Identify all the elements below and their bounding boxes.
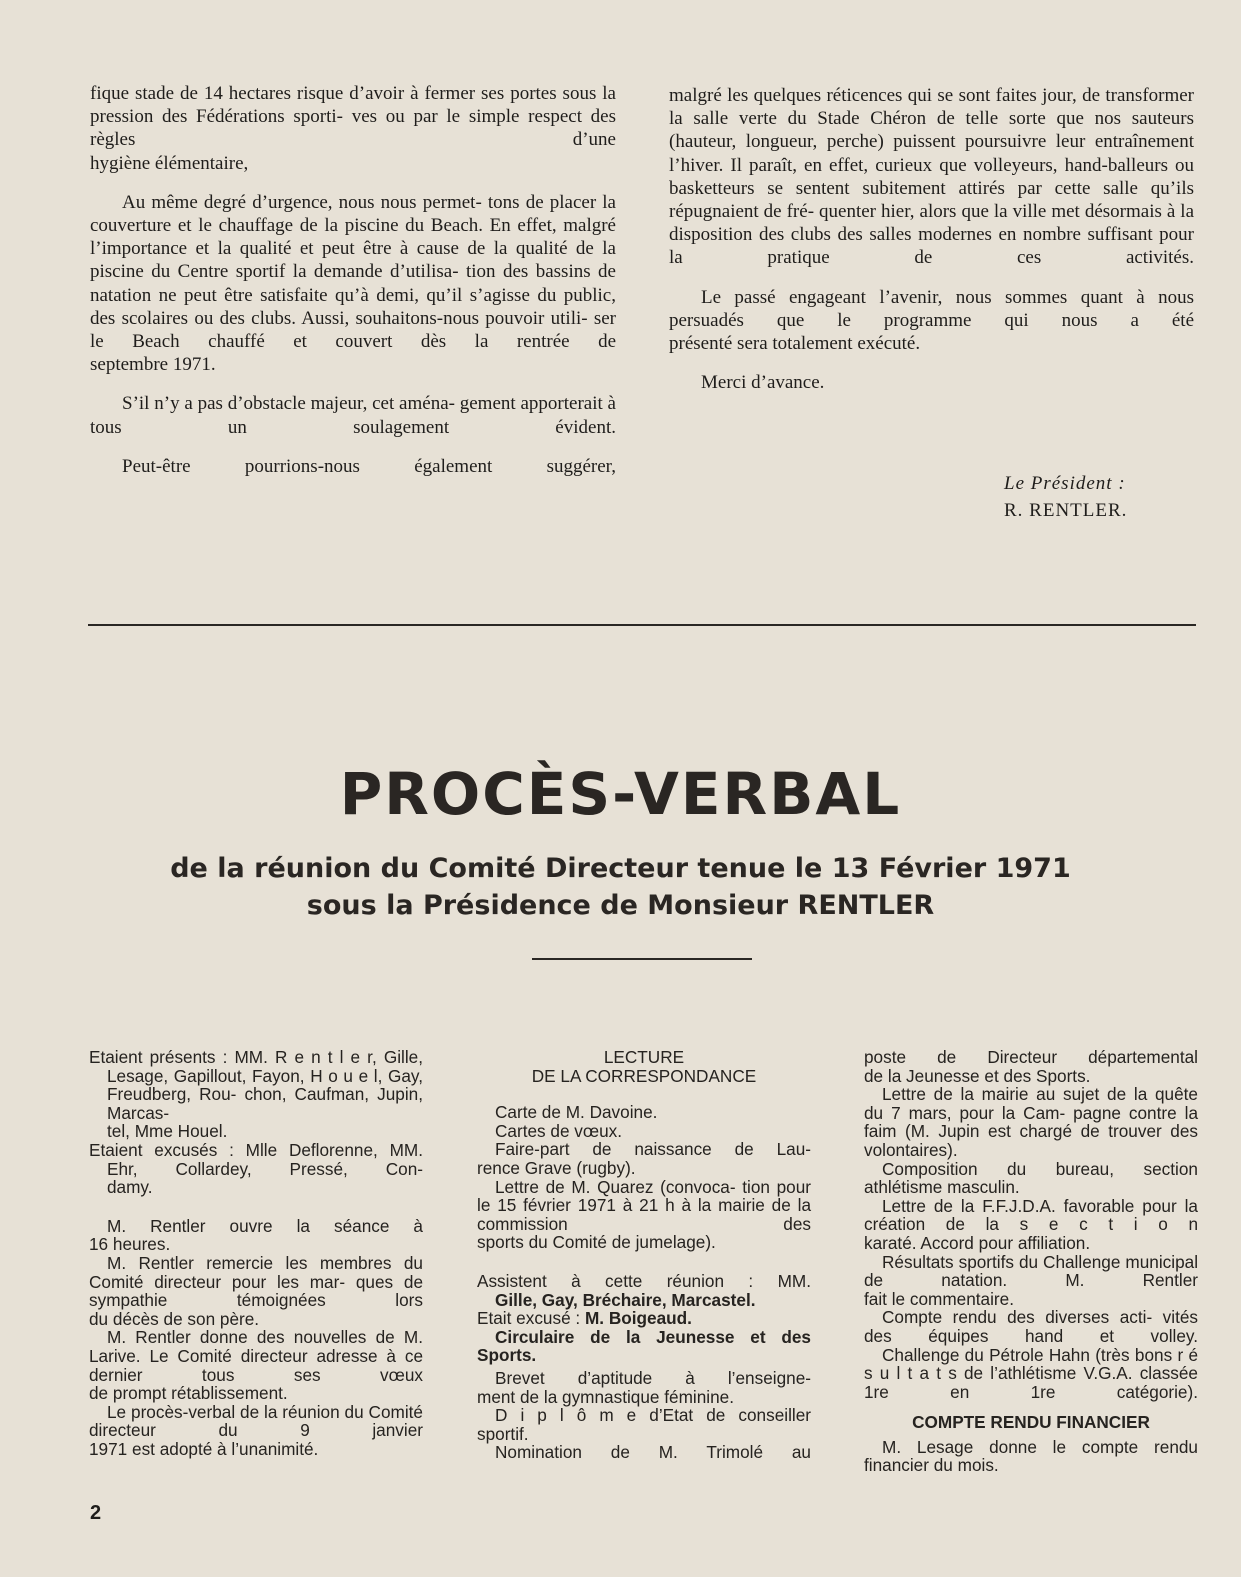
top-left-column [90,82,616,478]
paragraph: de la Jeunesse et des Sports. [864,1065,1091,1086]
list-item: Cartes de vœux. [495,1120,623,1141]
paragraph: M. Rentler remercie les membres du Comité directeur pour les mar- ques de sympathie témoignées lors [89,1252,423,1311]
paragraph: septembre 1971. [90,354,216,376]
signature [1004,470,1127,524]
paragraph: Faire-part de naissance de Lau- [495,1139,811,1160]
page-number: 2 [90,1502,102,1524]
subtitle-line: sous la Présidence de Monsieur RENTLER [306,890,935,921]
section-heading: DE LA CORRESPONDANCE [531,1065,757,1086]
subtitle-line: de la réunion du Comité Directeur tenue le 13 Février 1971 [170,853,1071,884]
paragraph: sportif. [477,1423,529,1444]
paragraph: Composition du bureau, section [882,1158,1198,1179]
paragraph: fique stade de 14 hectares risque d’avoir à fermer ses portes sous la pression des Fédérations sporti- ves ou par le simple respect des règles d’une [90,83,617,151]
paragraph: Merci d’avance. [701,372,825,394]
paragraph: Gille, Gay, Bréchaire, Marcastel. [495,1289,756,1310]
paragraph: tel, Mme Houel. [107,1121,228,1142]
paragraph: de prompt rétablissement. [89,1383,288,1404]
paragraph: damy. [107,1177,153,1198]
paragraph: Sports. [477,1345,537,1366]
attendees-excused: Etaient excusés : Mlle Deflorenne, MM. Ehr, Collardey, Pressé, Con- [89,1139,423,1179]
minutes-column-right [864,1048,1198,1475]
paragraph: athlétisme masculin. [864,1177,1020,1198]
paragraph: hygiène élémentaire, [90,152,249,174]
attendees-present: Etaient présents : MM. R e n t l e r, Gille, Lesage, Gapillout, Fayon, H o u e l, Gay, Freudberg, Rou- chon, Caufman, Jupin, Marcas- [89,1047,423,1123]
top-right-column [669,84,1194,394]
paragraph: Lettre de la mairie au sujet de la quête du 7 mars, pour la Cam- pagne contre la faim (M. Jupin est chargé de trouver des volontaires). [864,1084,1198,1160]
paragraph: 16 heures. [89,1234,171,1255]
page-title: PROCÈS-VERBAL [339,760,902,828]
section-heading: LECTURE [603,1047,685,1067]
paragraph: Résultats sportifs du Challenge municipal de natation. M. Rentler [864,1251,1199,1291]
paragraph: S’il n’y a pas d’obstacle majeur, cet aména- gement apporterait à tous un soulagement évident. [90,393,616,438]
paragraph: Challenge du Pétrole Hahn (très bons r é s u l t a t s de l’athlétisme V.G.A. classée 1re en 1re catégorie). [864,1344,1199,1402]
paragraph: Circulaire de la Jeunesse et des [495,1326,811,1347]
paragraph: M. Rentler ouvre la séance à [107,1215,423,1236]
minutes-column-left [89,1048,423,1458]
paragraph: Etait excusé : M. Boigeaud. [477,1308,692,1329]
paragraph: rence Grave (rugby). [477,1157,636,1178]
paragraph: Brevet d’aptitude à l’enseigne- [495,1367,811,1388]
paragraph: présenté sera totalement exécuté. [669,333,921,355]
paragraph: M. Lesage donne le compte rendu [882,1436,1198,1457]
paragraph: fait le commentaire. [864,1288,1014,1309]
paragraph: Compte rendu des diverses acti- vités des équipes hand et volley. [864,1307,1198,1346]
paragraph: financier du mois. [864,1455,999,1476]
list-item: Carte de M. Davoine. [495,1102,658,1123]
paragraph: poste de Directeur départemental [864,1047,1198,1067]
paragraph: Lettre de M. Quarez (convoca- tion pour le 15 février 1971 à 21 h à la mairie de la commission des [477,1176,812,1234]
paragraph: Au même degré d’urgence, nous nous permet- tons de placer la couverture et le chauffage de la piscine du Beach. En effet, malgré l’importance et la qualité et peut être à cause de la qualité de la piscine du Centre sportif la demande d’utilisa- tion des bassins de natation ne peut être satisfaite qu’à demi, qu’il s’agisse du public, des scolaires ou des clubs. Aussi, souhaitons-nous pouvoir utili- ser le Beach chauffé et couvert dès la rentrée de [90,191,617,353]
paragraph: karaté. Accord pour affiliation. [864,1232,1091,1253]
paragraph: Le procès-verbal de la réunion du Comité directeur du 9 janvier [89,1401,423,1441]
title-rule [532,958,752,960]
paragraph: Lettre de la F.F.J.D.A. favorable pour la création de la s e c t i o n [864,1195,1198,1235]
paragraph: sports du Comité de jumelage). [477,1232,716,1253]
section-heading: COMPTE RENDU FINANCIER [912,1412,1150,1433]
paragraph: Nomination de M. Trimolé au [495,1442,811,1463]
section-divider [88,624,1196,626]
paragraph: 1971 est adopté à l’unanimité. [89,1438,319,1459]
paragraph: M. Rentler donne des nouvelles de M. Larive. Le Comité directeur adresse à ce dernier tous ses vœux [89,1327,423,1385]
page-subtitle [0,850,1241,924]
signature-name: R. RENTLER. [1004,500,1128,521]
paragraph: Assistent à cette réunion : MM. [477,1270,811,1291]
minutes-column-middle [477,1048,811,1462]
paragraph: ment de la gymnastique féminine. [477,1386,734,1407]
signature-role: Le Président : [1004,473,1126,494]
paragraph: D i p l ô m e d’Etat de conseiller [495,1405,811,1426]
paragraph: du décès de son père. [89,1308,260,1329]
paragraph: Peut-être pourrions-nous également suggérer, [122,455,616,477]
paragraph: malgré les quelques réticences qui se sont faites jour, de transformer la salle verte du Stade Chéron de telle sorte que nos sauteurs (hauteur, longueur, perche) puissent poursuivre leur entraînement l’hiver. Il paraît, en effet, curieux que volleyeurs, hand-balleurs ou basketteurs se sentent subitement attirés par cette salle qu’ils répugnaient de fré- quenter hier, alors que la ville met désormais à la disposition des clubs des salles modernes en nombre suffisant pour la pratique de ces activités. [669,85,1195,269]
paragraph: Le passé engageant l’avenir, nous sommes quant à nous persuadés que le programme qui nous a été [669,286,1194,331]
